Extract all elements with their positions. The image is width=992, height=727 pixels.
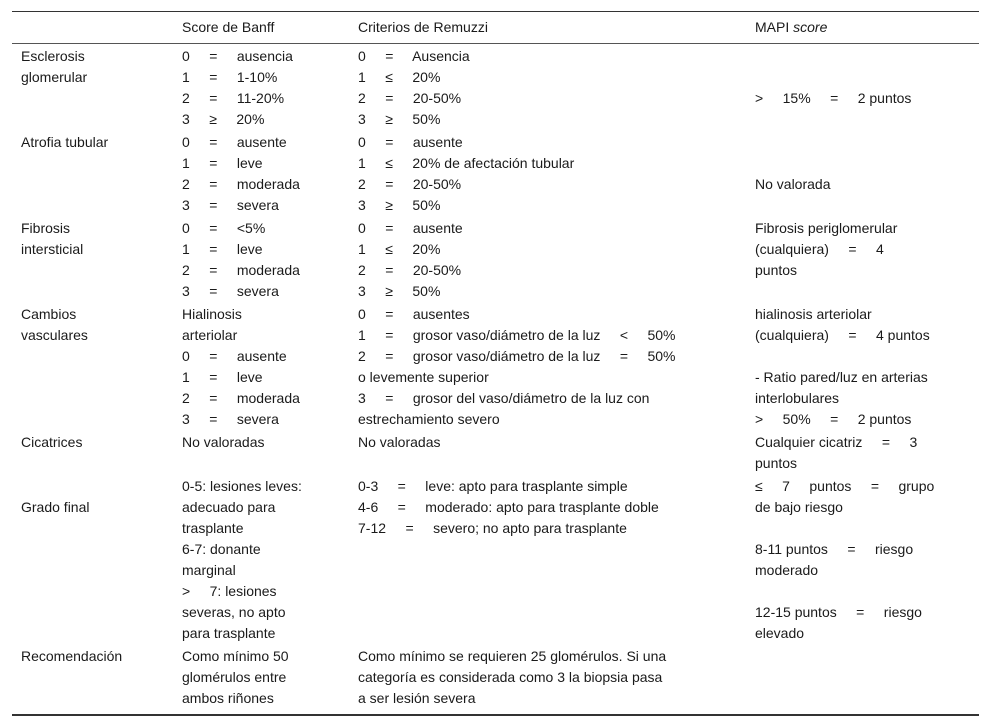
remuzzi-line: 3 ≥ 50% xyxy=(358,197,441,213)
banff-line: 3 = severa xyxy=(182,283,279,299)
mapi-line: 8-11 puntos = riesgo xyxy=(755,541,914,557)
banff-line: marginal xyxy=(182,562,236,578)
banff-line: 3 = severa xyxy=(182,197,279,213)
remuzzi-line: 2 = 20-50% xyxy=(358,176,462,192)
banff-line: para trasplante xyxy=(182,625,276,641)
banff-line: 3 = severa xyxy=(182,411,279,427)
banff-line: 1 = 1-10% xyxy=(182,69,278,85)
remuzzi-line: 2 = 20-50% xyxy=(358,90,462,106)
label-line: intersticial xyxy=(21,241,84,257)
row-fibrosis-mapi xyxy=(755,218,955,281)
label-line: Grado final xyxy=(21,499,90,515)
mapi-line: No valorada xyxy=(755,176,831,192)
remuzzi-line: 0 = ausente xyxy=(358,220,463,236)
mapi-line: - Ratio pared/luz en arterias xyxy=(755,369,928,385)
remuzzi-line: 0 = ausente xyxy=(358,134,463,150)
remuzzi-line: 7-12 = severo; no apto para trasplante xyxy=(358,520,627,536)
row-glomerular-label xyxy=(21,46,171,88)
row-vascular-label xyxy=(21,304,171,346)
header-banff: Score de Banff xyxy=(182,19,275,35)
row-cicatrices-remuzzi xyxy=(358,432,748,453)
mapi-line: interlobulares xyxy=(755,390,840,406)
banff-line: 1 = leve xyxy=(182,155,263,171)
banff-line: 6-7: donante xyxy=(182,541,261,557)
remuzzi-line: 1 ≤ 20% de afectación tubular xyxy=(358,155,575,171)
remuzzi-line: 2 = 20-50% xyxy=(358,262,462,278)
row-grado-remuzzi xyxy=(358,476,748,539)
banff-line: 2 = moderada xyxy=(182,262,300,278)
row-glomerular-banff xyxy=(182,46,352,130)
banff-line: 0 = ausente xyxy=(182,134,287,150)
header-remuzzi: Criterios de Remuzzi xyxy=(358,19,488,35)
row-tubular-banff xyxy=(182,132,352,216)
remuzzi-line: Como mínimo se requieren 25 glomérulos. Si una xyxy=(358,648,667,664)
label-line: Cambios xyxy=(21,306,77,322)
mapi-line: (cualquiera) = 4 xyxy=(755,241,884,257)
row-glomerular-mapi xyxy=(755,88,955,109)
remuzzi-line: categoría es considerada como 3 la biopsia pasa xyxy=(358,669,663,685)
label-line: Esclerosis xyxy=(21,48,85,64)
mapi-line: puntos xyxy=(755,455,798,471)
remuzzi-line: 0-3 = leve: apto para trasplante simple xyxy=(358,478,628,494)
row-glomerular-remuzzi xyxy=(358,46,748,130)
row-grado-banff xyxy=(182,476,352,644)
header-mapi-main: MAPI xyxy=(755,19,790,35)
label-line: Cicatrices xyxy=(21,434,83,450)
label-line: Atrofia tubular xyxy=(21,134,109,150)
banff-line: Hialinosis xyxy=(182,306,242,322)
label-line: Recomendación xyxy=(21,648,123,664)
mapi-line xyxy=(755,346,955,367)
row-tubular-mapi xyxy=(755,174,955,195)
mapi-line: moderado xyxy=(755,562,819,578)
banff-line: 2 = moderada xyxy=(182,176,300,192)
label-line: vasculares xyxy=(21,327,88,343)
row-fibrosis-banff xyxy=(182,218,352,302)
remuzzi-line: a ser lesión severa xyxy=(358,690,476,706)
banff-line: Como mínimo 50 xyxy=(182,648,289,664)
remuzzi-line: 0 = ausentes xyxy=(358,306,470,322)
banff-line: 0 = ausencia xyxy=(182,48,293,64)
row-cicatrices-banff xyxy=(182,432,352,453)
banff-line: 1 = leve xyxy=(182,369,263,385)
banff-line: trasplante xyxy=(182,520,244,536)
header-mapi-em: score xyxy=(793,19,828,35)
banff-line: 0 = <5% xyxy=(182,220,266,236)
row-vascular-banff xyxy=(182,304,352,430)
row-fibrosis-remuzzi xyxy=(358,218,748,302)
mapi-line: de bajo riesgo xyxy=(755,499,843,515)
mapi-line: Fibrosis periglomerular xyxy=(755,220,898,236)
mapi-line: > 15% = 2 puntos xyxy=(755,90,912,106)
mapi-line xyxy=(755,581,955,602)
remuzzi-line: 1 ≤ 20% xyxy=(358,241,441,257)
mapi-line xyxy=(755,518,955,539)
header-rule xyxy=(12,43,979,44)
banff-line: 2 = moderada xyxy=(182,390,300,406)
banff-line: adecuado para xyxy=(182,499,276,515)
banff-line: 3 ≥ 20% xyxy=(182,111,265,127)
banff-line: ambos riñones xyxy=(182,690,274,706)
mapi-line: ≤ 7 puntos = grupo xyxy=(755,478,935,494)
banff-line: No valoradas xyxy=(182,434,265,450)
remuzzi-line: 1 ≤ 20% xyxy=(358,69,441,85)
mapi-line: (cualquiera) = 4 puntos xyxy=(755,327,930,343)
banff-line: 2 = 11-20% xyxy=(182,90,285,106)
mapi-line: puntos xyxy=(755,262,798,278)
label-line: Fibrosis xyxy=(21,220,71,236)
banff-line: 0 = ausente xyxy=(182,348,287,364)
row-tubular-label xyxy=(21,132,171,153)
row-recomendacion-banff xyxy=(182,646,352,709)
banff-line: glomérulos entre xyxy=(182,669,287,685)
mapi-line: 12-15 puntos = riesgo xyxy=(755,604,922,620)
remuzzi-line: o levemente superior xyxy=(358,369,489,385)
banff-line: 0-5: lesiones leves: xyxy=(182,478,302,494)
row-recomendacion-label xyxy=(21,646,171,667)
row-grado-mapi xyxy=(755,476,955,644)
remuzzi-line: 4-6 = moderado: apto para trasplante doble xyxy=(358,499,659,515)
remuzzi-line: 1 = grosor vaso/diámetro de la luz < 50% xyxy=(358,327,676,343)
remuzzi-line: estrechamiento severo xyxy=(358,411,500,427)
row-recomendacion-remuzzi xyxy=(358,646,748,709)
mapi-line: > 50% = 2 puntos xyxy=(755,411,912,427)
row-tubular-remuzzi xyxy=(358,132,748,216)
remuzzi-line: No valoradas xyxy=(358,434,441,450)
header-mapi xyxy=(755,17,955,38)
remuzzi-line: 3 ≥ 50% xyxy=(358,111,441,127)
remuzzi-line: 2 = grosor vaso/diámetro de la luz = 50% xyxy=(358,348,676,364)
remuzzi-line: 0 = Ausencia xyxy=(358,48,470,64)
row-cicatrices-mapi xyxy=(755,432,955,474)
remuzzi-line: 3 ≥ 50% xyxy=(358,283,441,299)
banff-line: arteriolar xyxy=(182,327,238,343)
mapi-line: hialinosis arteriolar xyxy=(755,306,872,322)
row-grado-label xyxy=(21,497,171,518)
row-fibrosis-label xyxy=(21,218,171,260)
banff-line: > 7: lesiones xyxy=(182,583,277,599)
label-line: glomerular xyxy=(21,69,88,85)
row-vascular-mapi xyxy=(755,304,955,430)
row-cicatrices-label xyxy=(21,432,171,453)
banff-line: 1 = leve xyxy=(182,241,263,257)
table-bottom-rule xyxy=(12,714,979,716)
mapi-line: elevado xyxy=(755,625,805,641)
row-vascular-remuzzi xyxy=(358,304,748,430)
remuzzi-line: 3 = grosor del vaso/diámetro de la luz con xyxy=(358,390,650,406)
table-top-rule xyxy=(12,11,979,12)
mapi-line: Cualquier cicatriz = 3 xyxy=(755,434,918,450)
banff-line: severas, no apto xyxy=(182,604,286,620)
